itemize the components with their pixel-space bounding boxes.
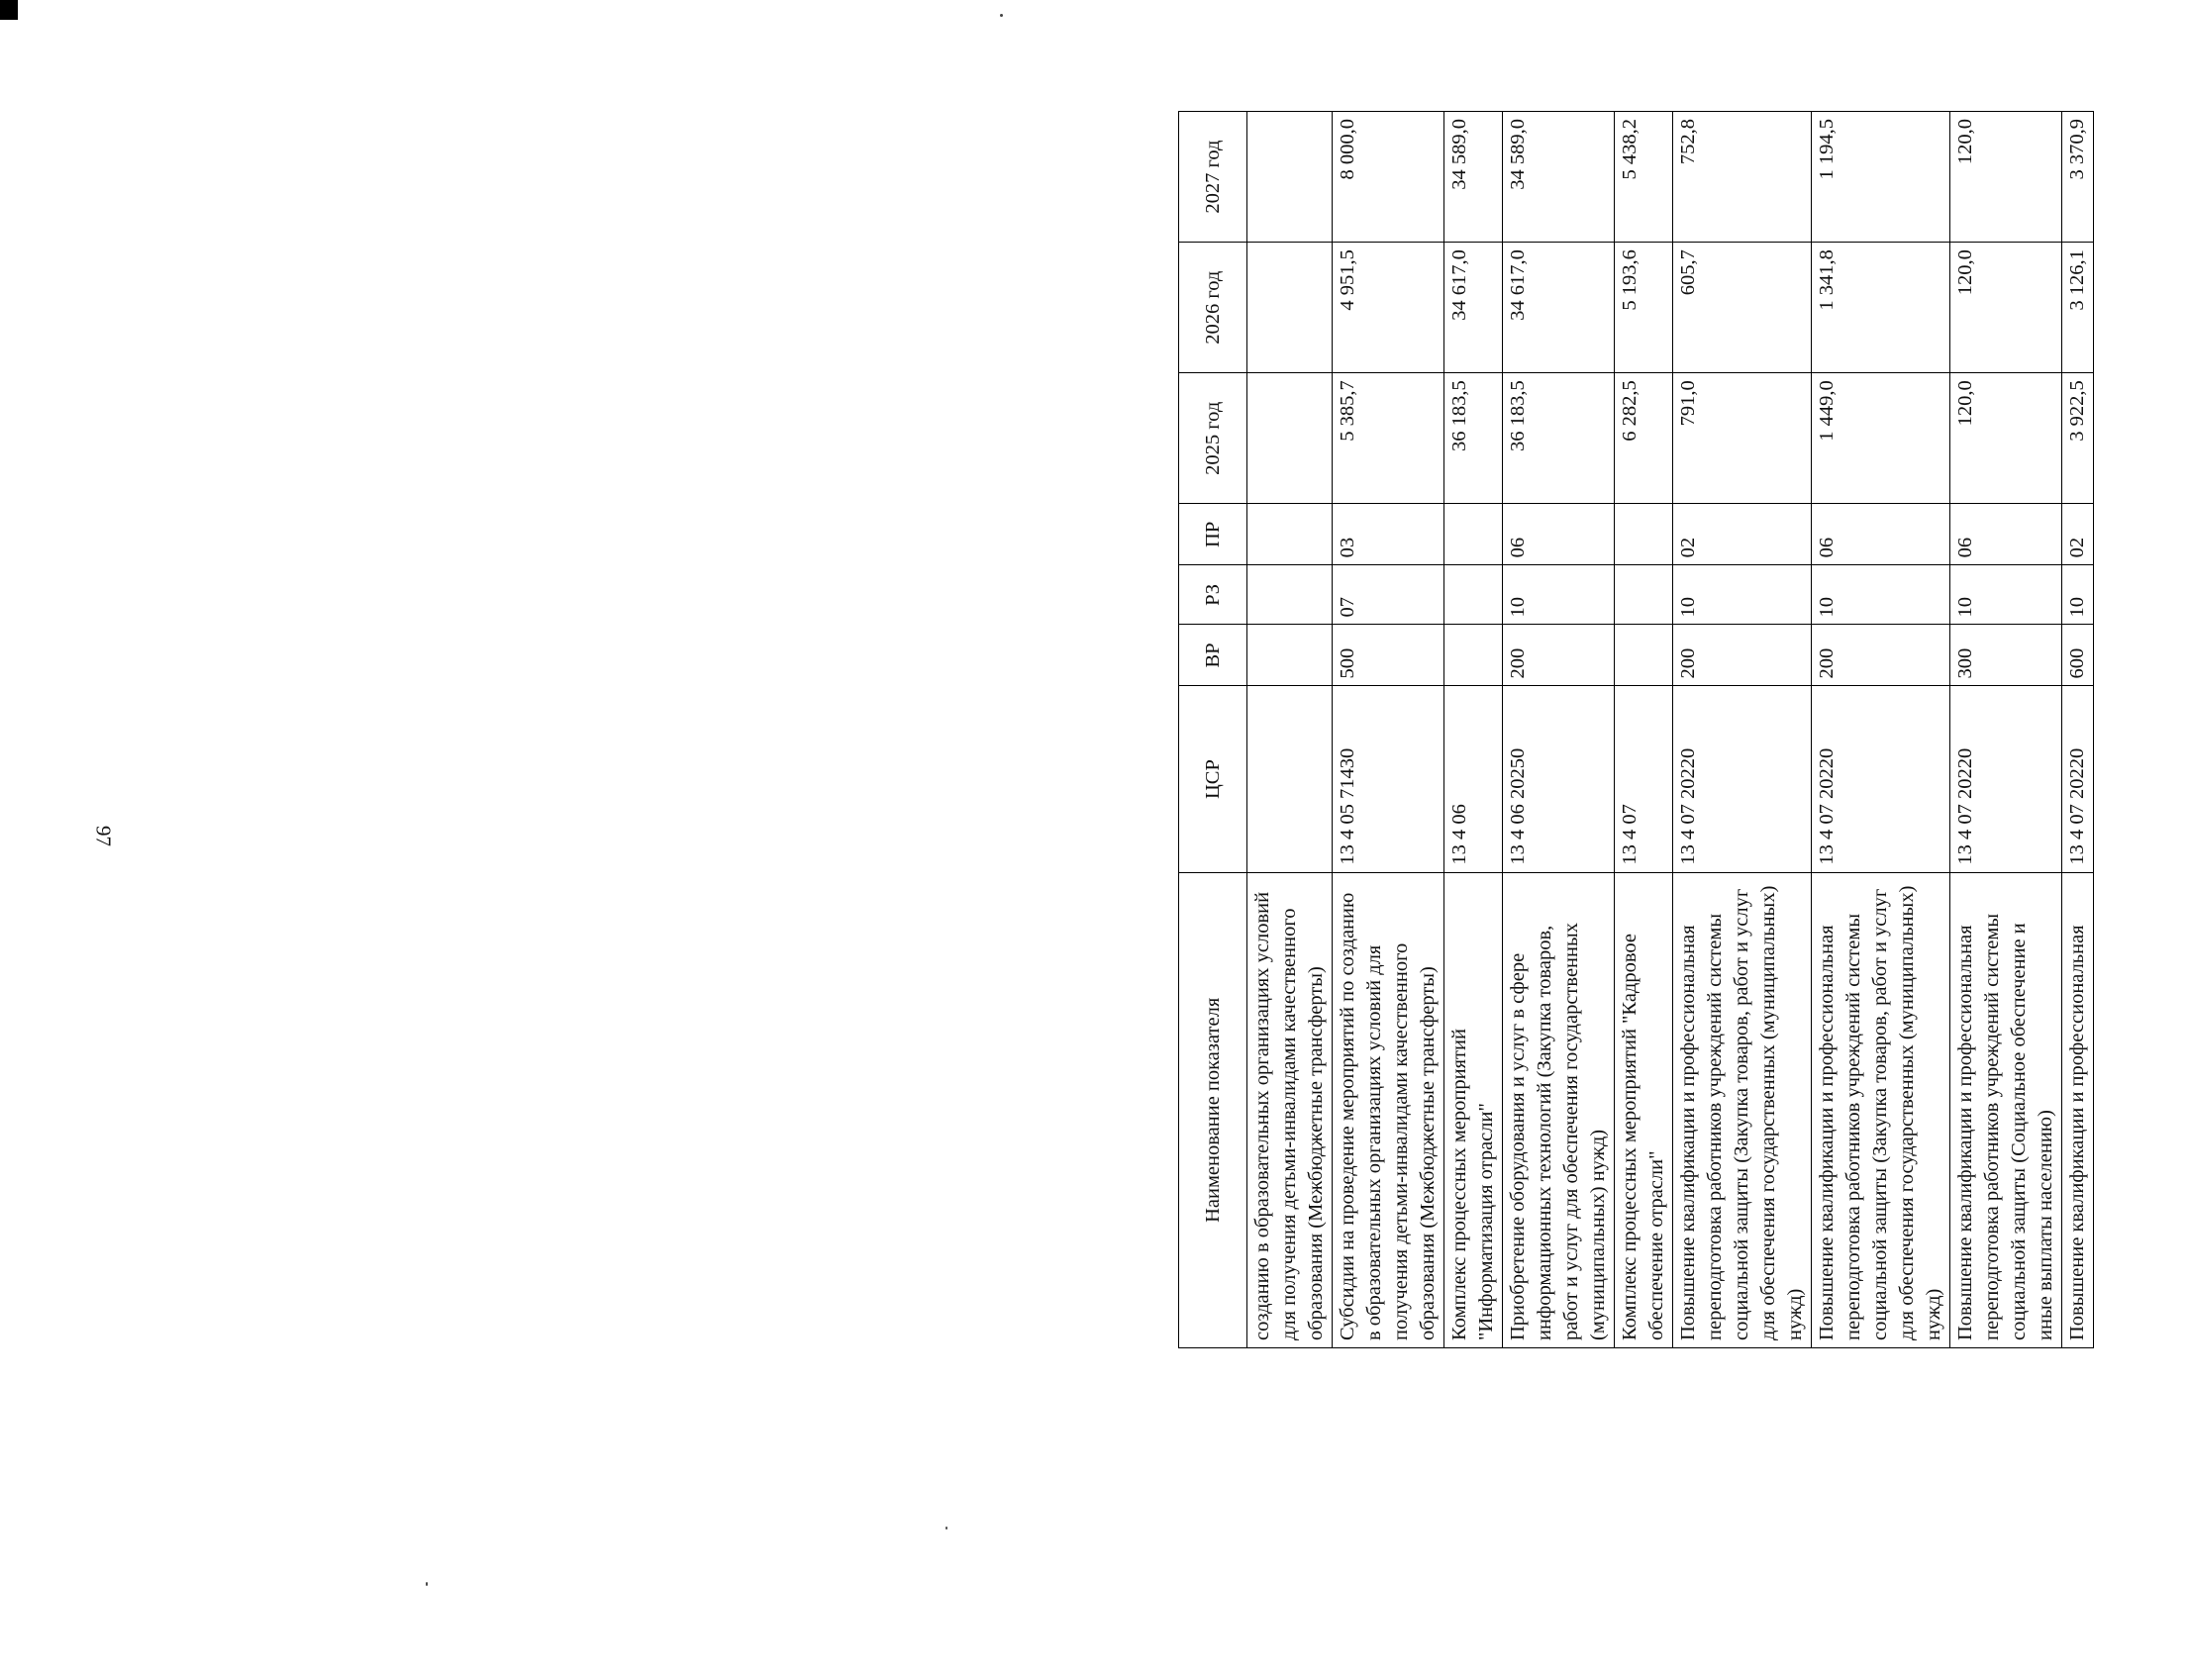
cell-2025: 6 282,5 [1615, 373, 1673, 504]
cell-name: Повышение квалификации и профессиональная [2062, 872, 2094, 1347]
cell-pr: 03 [1333, 504, 1444, 565]
cell-2027: 3 370,9 [2062, 112, 2094, 243]
cell-name: Приобретение оборудования и услуг в сфере информационных технологий (Закупка товаров, работ и услуг для обеспечения государственных (муниципальных) нужд) [1503, 872, 1615, 1347]
cell-pr [1615, 504, 1673, 565]
cell-csr: 13 4 07 [1615, 686, 1673, 872]
cell-rz: 10 [1812, 565, 1950, 625]
table-row [1333, 112, 1444, 1348]
scan-speck [945, 1527, 947, 1530]
cell-2027: 1 194,5 [1812, 112, 1950, 243]
cell-2025 [1247, 373, 1333, 504]
cell-name: Повышение квалификации и профессиональная переподготовка работников учреждений системы социальной защиты (Закупка товаров, работ и услуг для обеспечения государственных (муниципальных) нужд) [1812, 872, 1950, 1347]
cell-pr: 02 [2062, 504, 2094, 565]
cell-name: Субсидии на проведение мероприятий по созданию в образовательных организациях условий для получения детьми-инвалидами качественного образования (Межбюджетные трансферты) [1333, 872, 1444, 1347]
cell-pr: 06 [1503, 504, 1615, 565]
cell-vr: 200 [1673, 625, 1812, 686]
cell-2027: 34 589,0 [1444, 112, 1503, 243]
cell-2026: 3 126,1 [2062, 243, 2094, 373]
header-2026: 2026 год [1179, 243, 1247, 373]
cell-rz: 10 [1503, 565, 1615, 625]
cell-rz: 10 [1673, 565, 1812, 625]
table-row [1444, 112, 1503, 1348]
cell-2026: 4 951,5 [1333, 243, 1444, 373]
cell-rz: 10 [1950, 565, 2062, 625]
header-vr: ВР [1179, 625, 1247, 686]
table-row [1615, 112, 1673, 1348]
cell-2026: 5 193,6 [1615, 243, 1673, 373]
header-name: Наименование показателя [1179, 872, 1247, 1347]
cell-vr: 200 [1812, 625, 1950, 686]
cell-2025: 3 922,5 [2062, 373, 2094, 504]
cell-rz: 07 [1333, 565, 1444, 625]
cell-2025: 36 183,5 [1503, 373, 1615, 504]
cell-vr: 200 [1503, 625, 1615, 686]
cell-rz: 10 [2062, 565, 2094, 625]
cell-2026: 34 617,0 [1503, 243, 1615, 373]
table-row [1673, 112, 1812, 1348]
budget-table [1178, 111, 2094, 1348]
cell-2027: 752,8 [1673, 112, 1812, 243]
scan-speck [426, 1582, 428, 1586]
cell-rz [1444, 565, 1503, 625]
cell-2025: 791,0 [1673, 373, 1812, 504]
table-row [1812, 112, 1950, 1348]
cell-csr: 13 4 05 71430 [1333, 686, 1444, 872]
cell-pr: 06 [1812, 504, 1950, 565]
cell-2027 [1247, 112, 1333, 243]
cell-2026: 605,7 [1673, 243, 1812, 373]
header-csr: ЦСР [1179, 686, 1247, 872]
cell-csr: 13 4 06 [1444, 686, 1503, 872]
cell-2026: 1 341,8 [1812, 243, 1950, 373]
cell-name: Комплекс процессных мероприятий "Информатизация отрасли" [1444, 872, 1503, 1347]
table-header-row [1179, 112, 1247, 1348]
cell-csr [1247, 686, 1333, 872]
cell-name: созданию в образовательных организациях условий для получения детьми-инвалидами качественного образования (Межбюджетные трансферты) [1247, 872, 1333, 1347]
cell-rz [1615, 565, 1673, 625]
cell-2025: 36 183,5 [1444, 373, 1503, 504]
cell-2025: 120,0 [1950, 373, 2062, 504]
cell-2027: 8 000,0 [1333, 112, 1444, 243]
header-2025: 2025 год [1179, 373, 1247, 504]
cell-2026: 34 617,0 [1444, 243, 1503, 373]
cell-vr: 300 [1950, 625, 2062, 686]
cell-csr: 13 4 07 20220 [2062, 686, 2094, 872]
table-row [1950, 112, 2062, 1348]
cell-2027: 120,0 [1950, 112, 2062, 243]
cell-pr [1444, 504, 1503, 565]
scan-corner-mark [0, 0, 18, 20]
scan-speck [1000, 14, 1003, 17]
cell-vr: 600 [2062, 625, 2094, 686]
cell-csr: 13 4 07 20220 [1812, 686, 1950, 872]
header-pr: ПР [1179, 504, 1247, 565]
cell-2027: 5 438,2 [1615, 112, 1673, 243]
cell-vr [1247, 625, 1333, 686]
cell-name: Комплекс процессных мероприятий "Кадровое обеспечение отрасли" [1615, 872, 1673, 1347]
cell-pr: 02 [1673, 504, 1812, 565]
cell-pr [1247, 504, 1333, 565]
cell-vr: 500 [1333, 625, 1444, 686]
cell-2027: 34 589,0 [1503, 112, 1615, 243]
header-rz: РЗ [1179, 565, 1247, 625]
table-row [1503, 112, 1615, 1348]
cell-2026 [1247, 243, 1333, 373]
cell-2025: 5 385,7 [1333, 373, 1444, 504]
cell-2025: 1 449,0 [1812, 373, 1950, 504]
cell-csr: 13 4 06 20250 [1503, 686, 1615, 872]
cell-2026: 120,0 [1950, 243, 2062, 373]
cell-pr: 06 [1950, 504, 2062, 565]
table-row [1247, 112, 1333, 1348]
cell-csr: 13 4 07 20220 [1673, 686, 1812, 872]
cell-name: Повышение квалификации и профессиональная переподготовка работников учреждений системы социальной защиты (Закупка товаров, работ и услуг для обеспечения государственных (муниципальных) нужд) [1673, 872, 1812, 1347]
cell-name: Повышение квалификации и профессиональная переподготовка работников учреждений системы социальной защиты (Социальное обеспечение и иные выплаты населению) [1950, 872, 2062, 1347]
rotated-page-content [1178, 111, 2188, 1348]
table-row [2062, 112, 2094, 1348]
page-number: 97 [91, 826, 116, 846]
header-2027: 2027 год [1179, 112, 1247, 243]
cell-rz [1247, 565, 1333, 625]
cell-vr [1444, 625, 1503, 686]
cell-csr: 13 4 07 20220 [1950, 686, 2062, 872]
cell-vr [1615, 625, 1673, 686]
